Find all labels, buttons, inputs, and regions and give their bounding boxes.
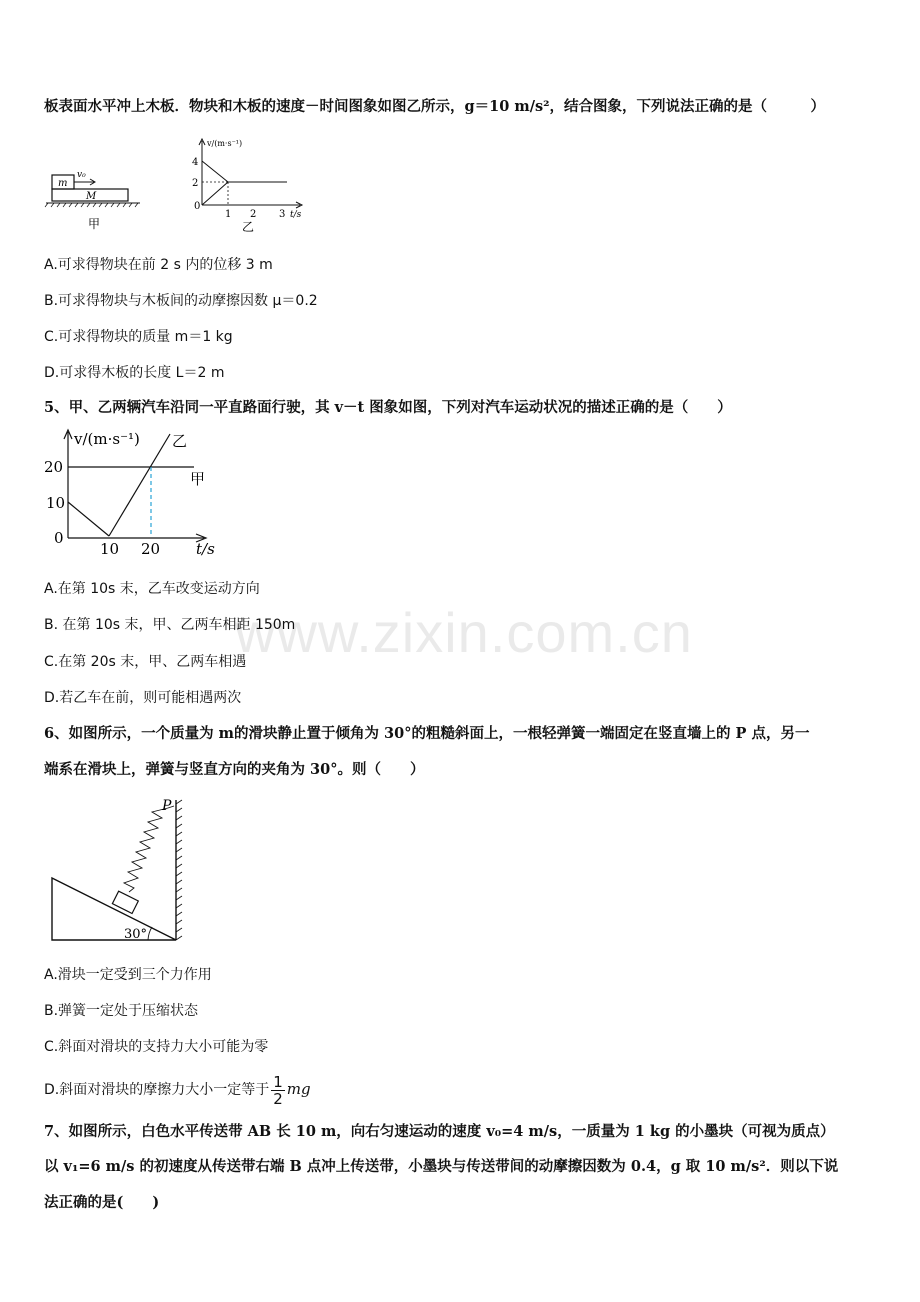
q4-option-a: A.可求得物块在前 2 s 内的位移 3 m <box>44 257 273 273</box>
q4-yi-caption: 乙 <box>242 220 255 233</box>
q4-yi-xlabel: t/s <box>290 210 302 220</box>
q6-fraction-numerator: 1 <box>273 1072 283 1091</box>
q6-fraction-denominator: 2 <box>273 1089 283 1108</box>
q4-option-c: C.可求得物块的质量 m＝1 kg <box>44 329 233 345</box>
q4-jia-board-label: M <box>86 191 97 202</box>
q6-option-a: A.滑块一定受到三个力作用 <box>44 967 212 983</box>
q4-jia-velocity-label: v₀ <box>77 170 86 180</box>
q6-option-d-text: D.斜面对滑块的摩擦力大小一定等于 <box>44 1082 270 1098</box>
q6-option-b: B.弹簧一定处于压缩状态 <box>44 1003 199 1019</box>
q5-xtick-10: 10 <box>100 540 120 558</box>
q7-line2: 以 v₁=6 m/s 的初速度从传送带右端 B 点冲上传送带，小墨块与传送带间的动摩擦因数为 0.4，g 取 10 m/s²．则以下说 <box>44 1158 839 1175</box>
watermark: www.zixin.com.cn <box>235 601 693 664</box>
q4-yi-ytick-0: 0 <box>194 201 201 212</box>
q4-jia-caption: 甲 <box>88 217 101 231</box>
q6-option-d-fraction <box>271 1074 285 1107</box>
q5-xtick-20: 20 <box>141 540 161 558</box>
q4-yi-ylabel: v/(m·s⁻¹) <box>207 139 243 148</box>
q6-figure <box>48 796 198 946</box>
q5-series-yi-label: 乙 <box>172 432 188 450</box>
q4-yi-xtick-1: 1 <box>225 209 232 220</box>
q6-angle-label: 30° <box>124 927 148 942</box>
q4-stem: 板表面水平冲上木板．物块和木板的速度－时间图象如图乙所示，g＝10 m/s²，结合图象，下列说法正确的是（ ） <box>44 98 826 115</box>
q4-figure-yi <box>190 133 320 233</box>
q5-option-a: A.在第 10s 末，乙车改变运动方向 <box>44 581 260 597</box>
q4-yi-xtick-2: 2 <box>250 209 257 220</box>
q5-ylabel: v/(m·s⁻¹) <box>74 430 140 448</box>
q4-option-d: D.可求得木板的长度 L＝2 m <box>44 365 225 381</box>
q4-yi-ytick-2: 2 <box>192 178 199 189</box>
q6-point-label: P <box>162 798 172 814</box>
q5-ytick-20: 20 <box>44 458 64 476</box>
q4-jia-block-label: m <box>58 178 68 189</box>
q7-line3: 法正确的是( ) <box>44 1194 160 1211</box>
q5-series-yi-seg1 <box>68 502 109 536</box>
q5-option-d: D.若乙车在前，则可能相遇两次 <box>44 690 242 706</box>
q6-option-d-mg: mg <box>286 1080 311 1098</box>
q5-series-yi-seg2 <box>109 434 170 536</box>
q5-option-b: B. 在第 10s 末，甲、乙两车相距 150m <box>44 617 296 633</box>
q4-option-b: B.可求得物块与木板间的动摩擦因数 μ＝0.2 <box>44 293 318 309</box>
q4-yi-xtick-3: 3 <box>279 209 286 220</box>
q7-line1: 7、如图所示，白色水平传送带 AB 长 10 m，向右匀速运动的速度 v₀=4 m/s，一质量为 1 kg 的小墨块（可视为质点） <box>44 1123 835 1140</box>
q5-ytick-10: 10 <box>46 494 66 512</box>
q5-series-jia-label: 甲 <box>190 470 206 488</box>
q6-stem-line1: 6、如图所示，一个质量为 m的滑块静止置于倾角为 30°的粗糙斜面上，一根轻弹簧一端固定在竖直墙上的 P 点，另一 <box>44 725 810 742</box>
q6-option-c: C.斜面对滑块的支持力大小可能为零 <box>44 1039 269 1055</box>
q5-ytick-0: 0 <box>54 529 64 547</box>
q6-option-d <box>44 1070 890 1110</box>
q6-stem-line2: 端系在滑块上，弹簧与竖直方向的夹角为 30°。则（ ） <box>44 761 425 778</box>
q5-stem: 5、甲、乙两辆汽车沿同一平直路面行驶，其 v－t 图象如图，下列对汽车运动状况的描述正确的是（ ） <box>44 399 732 416</box>
q5-option-c: C.在第 20s 末，甲、乙两车相遇 <box>44 654 247 670</box>
q5-xlabel: t/s <box>196 540 215 558</box>
q4-figure-jia <box>44 165 144 235</box>
q5-vt-chart <box>40 424 220 564</box>
q4-yi-ytick-4: 4 <box>192 157 199 168</box>
